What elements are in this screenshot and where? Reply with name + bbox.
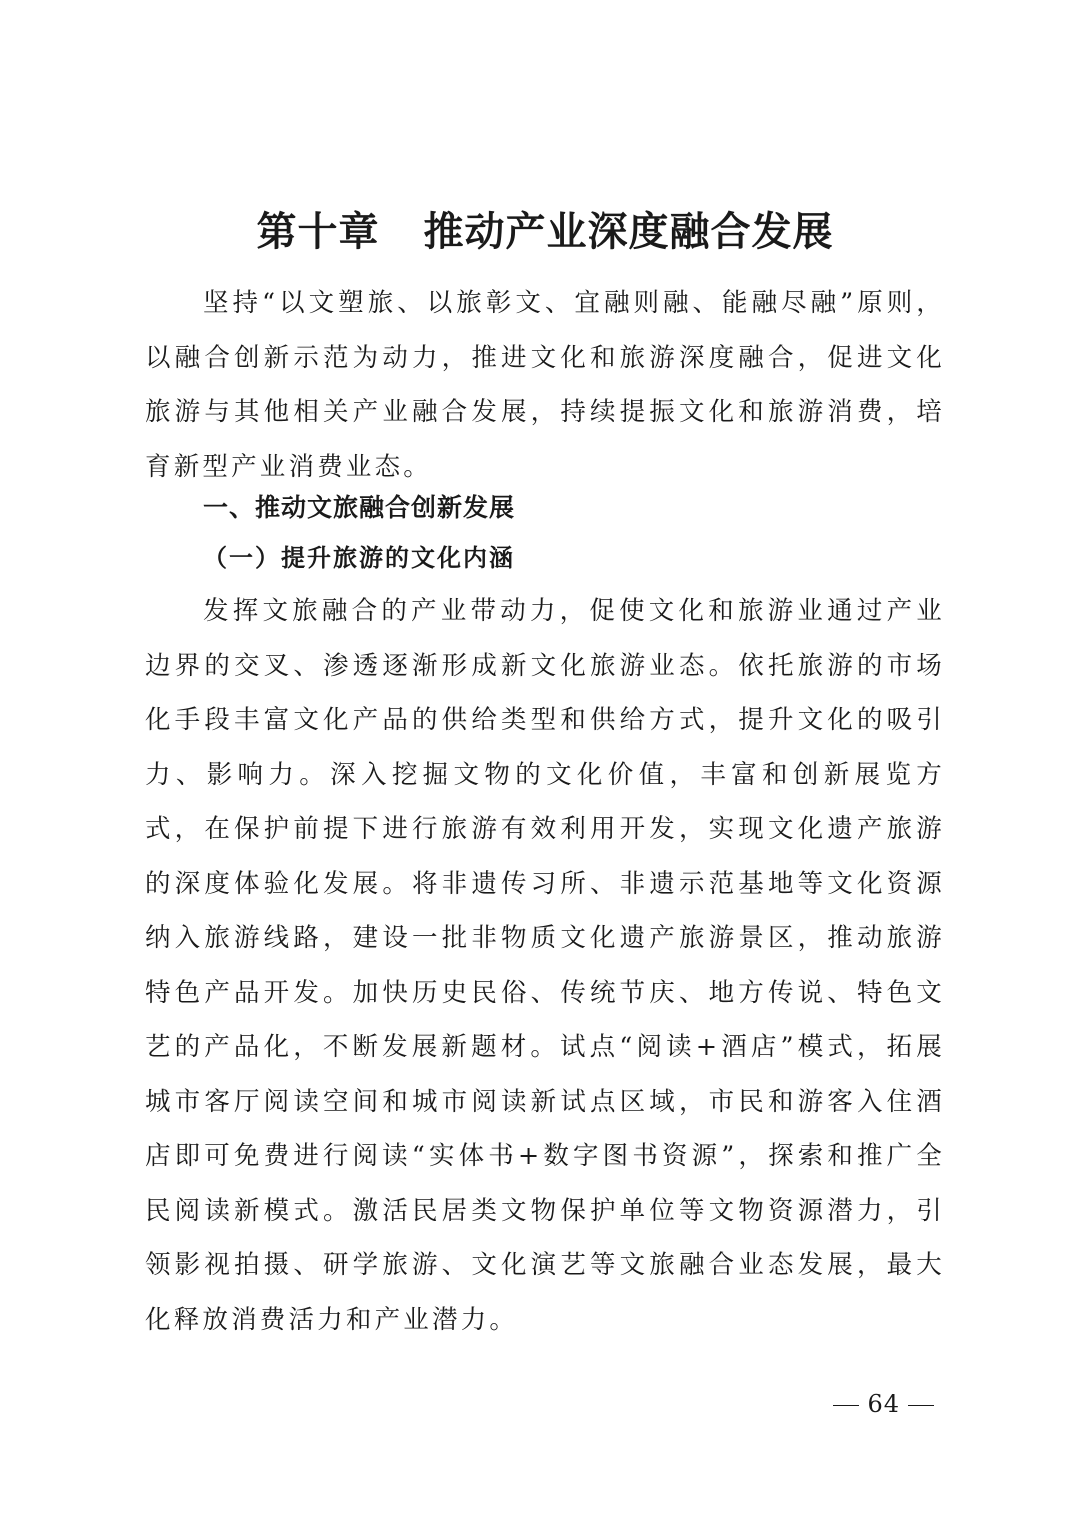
intro-paragraph: 坚持“以文塑旅、以旅彰文、宜融则融、能融尽融”原则，以融合创新示范为动力，推进文化和旅游深度融合，促进文化旅游与其他相关产业融合发展，持续提振文化和旅游消费，培育新型产业消费业态。 [145, 288, 945, 482]
section-heading: 一、推动文旅融合创新发展 [203, 493, 516, 522]
page-number-right-dash [908, 1405, 934, 1406]
chapter-name: 推动产业深度融合发展 [423, 208, 834, 255]
chapter-number: 第十章 [256, 208, 380, 255]
page-number [825, 1384, 942, 1424]
sub-section-heading: （一）提升旅游的文化内涵 [203, 544, 515, 572]
page-number-value: 64 [867, 1390, 900, 1418]
page-number-left-dash [833, 1405, 859, 1406]
section-paragraph: 发挥文旅融合的产业带动力，促使文化和旅游业通过产业边界的交叉、渗透逐渐形成新文化旅游业态。依托旅游的市场化手段丰富文化产品的供给类型和供给方式，提升文化的吸引力、影响力。深入挖掘文物的文化价值，丰富和创新展览方式，在保护前提下进行旅游有效利用开发，实现文化遗产旅游的深度体验化发展。将非遗传习所、非遗示范基地等文化资源纳入旅游线路，建设一批非物质文化遗产旅游景区，推动旅游特色产品开发。加快历史民俗、传统节庆、地方传说、特色文艺的产品化，不断发展新题材。试点“阅读+酒店”模式，拓展城市客厅阅读空间和城市阅读新试点区域，市民和游客入住酒店即可免费进行阅读“实体书+数字图书资源”，探索和推广全民阅读新模式。激活民居类文物保护单位等文物资源潜力，引领影视拍摄、研学旅游、文化演艺等文旅融合业态发展，最大化释放消费活力和产业潜力。 [145, 596, 945, 1335]
chapter-title [0, 200, 1080, 264]
